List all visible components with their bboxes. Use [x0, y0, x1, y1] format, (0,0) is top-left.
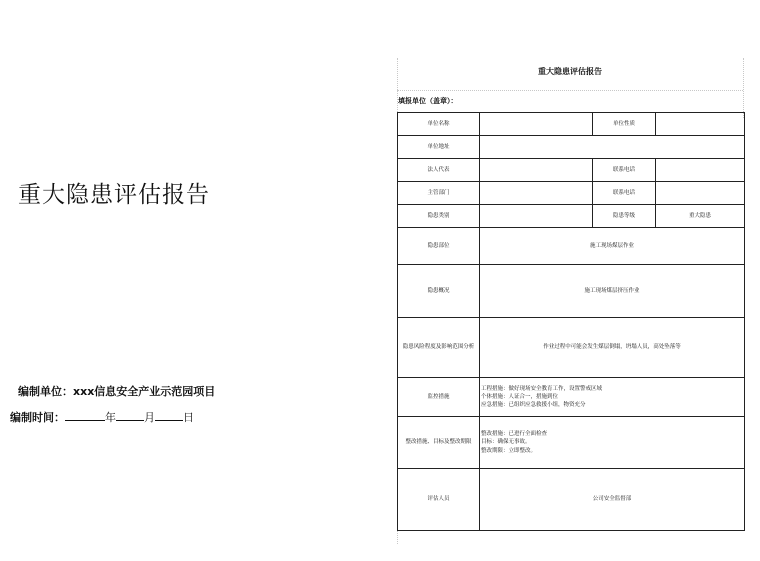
row-monitor-measures: [398, 378, 745, 417]
rectify-label: 整改措施、目标及整改期限: [398, 417, 480, 469]
hazard-location-field[interactable]: 施工现场煤层作业: [480, 228, 745, 265]
rectify-field[interactable]: [480, 417, 745, 469]
hazard-status-label: 隐患概况: [398, 265, 480, 318]
report-form-table: [397, 112, 745, 531]
row-unit-name: [398, 113, 745, 136]
compiling-time: [10, 409, 194, 425]
hazard-location-label: 隐患部位: [398, 228, 480, 265]
hazard-status-field[interactable]: 施工现场煤层挤压作业: [480, 265, 745, 318]
unit-name-label: 单位名称: [398, 113, 480, 136]
risk-analysis-label: 隐患风险程度及影响范围分析: [398, 318, 480, 378]
year-blank: [65, 409, 105, 421]
evaluator-field[interactable]: 公司安全监督部: [480, 469, 745, 531]
compiling-time-label: 编制时间：: [10, 411, 65, 424]
monitor-measures-field[interactable]: [480, 378, 745, 417]
evaluator-label: 评估人员: [398, 469, 480, 531]
month-char: 月: [144, 411, 155, 424]
hazard-type-field[interactable]: [480, 205, 593, 228]
contact-phone-label-2: 联系电话: [593, 182, 656, 205]
row-legal-rep: [398, 159, 745, 182]
monitor-measures-label: 监控措施: [398, 378, 480, 417]
month-blank: [116, 409, 144, 421]
unit-name-field[interactable]: [480, 113, 593, 136]
row-risk-analysis: [398, 318, 745, 378]
hazard-type-label: 隐患类别: [398, 205, 480, 228]
row-hazard-status: [398, 265, 745, 318]
unit-address-field[interactable]: [480, 136, 745, 159]
fill-unit-label: 填报单位（盖章）：: [398, 97, 458, 105]
compiling-unit: 编制单位：xxx信息安全产业示范园项目: [18, 385, 216, 398]
row-rectify: [398, 417, 745, 469]
row-evaluator: [398, 469, 745, 531]
row-department: [398, 182, 745, 205]
unit-address-label: 单位地址: [398, 136, 480, 159]
legal-rep-label: 法人代表: [398, 159, 480, 182]
department-field[interactable]: [480, 182, 593, 205]
measures-line: 个体措施：人证合一，措施到位: [481, 393, 559, 400]
year-char: 年: [105, 411, 116, 424]
contact-phone-label-1: 联系电话: [593, 159, 656, 182]
row-hazard-type: [398, 205, 745, 228]
unit-nature-field[interactable]: [656, 113, 745, 136]
hazard-level-label: 隐患等级: [593, 205, 656, 228]
department-label: 主管部门: [398, 182, 480, 205]
risk-analysis-field[interactable]: 作业过程中可能会发生煤层倒塌，坍塌人员，高处坠落等: [480, 318, 745, 378]
cover-title: 重大隐患评估报告: [18, 182, 210, 208]
measures-line: 应急措施：已组织应急救援小组，物资充分: [481, 402, 586, 409]
page-guide-right: [743, 58, 744, 118]
rectify-line: 整改措施：已进行全面检查: [481, 431, 548, 438]
contact-phone-field-1[interactable]: [656, 159, 745, 182]
contact-phone-field-2[interactable]: [656, 182, 745, 205]
legal-rep-field[interactable]: [480, 159, 593, 182]
form-title: 重大隐患评估报告: [538, 67, 602, 76]
measures-line: 工程措施：做好现场安全教育工作，设置警戒区域: [481, 385, 603, 392]
page-guide-top: [397, 90, 743, 91]
rectify-line: 整改期限：立即整改。: [481, 447, 537, 454]
hazard-level-field[interactable]: 重大隐患: [656, 205, 745, 228]
day-char: 日: [183, 411, 194, 424]
day-blank: [155, 409, 183, 421]
row-hazard-location: [398, 228, 745, 265]
unit-nature-label: 单位性质: [593, 113, 656, 136]
rectify-line: 目标：确保无事故。: [481, 439, 531, 446]
row-unit-address: [398, 136, 745, 159]
